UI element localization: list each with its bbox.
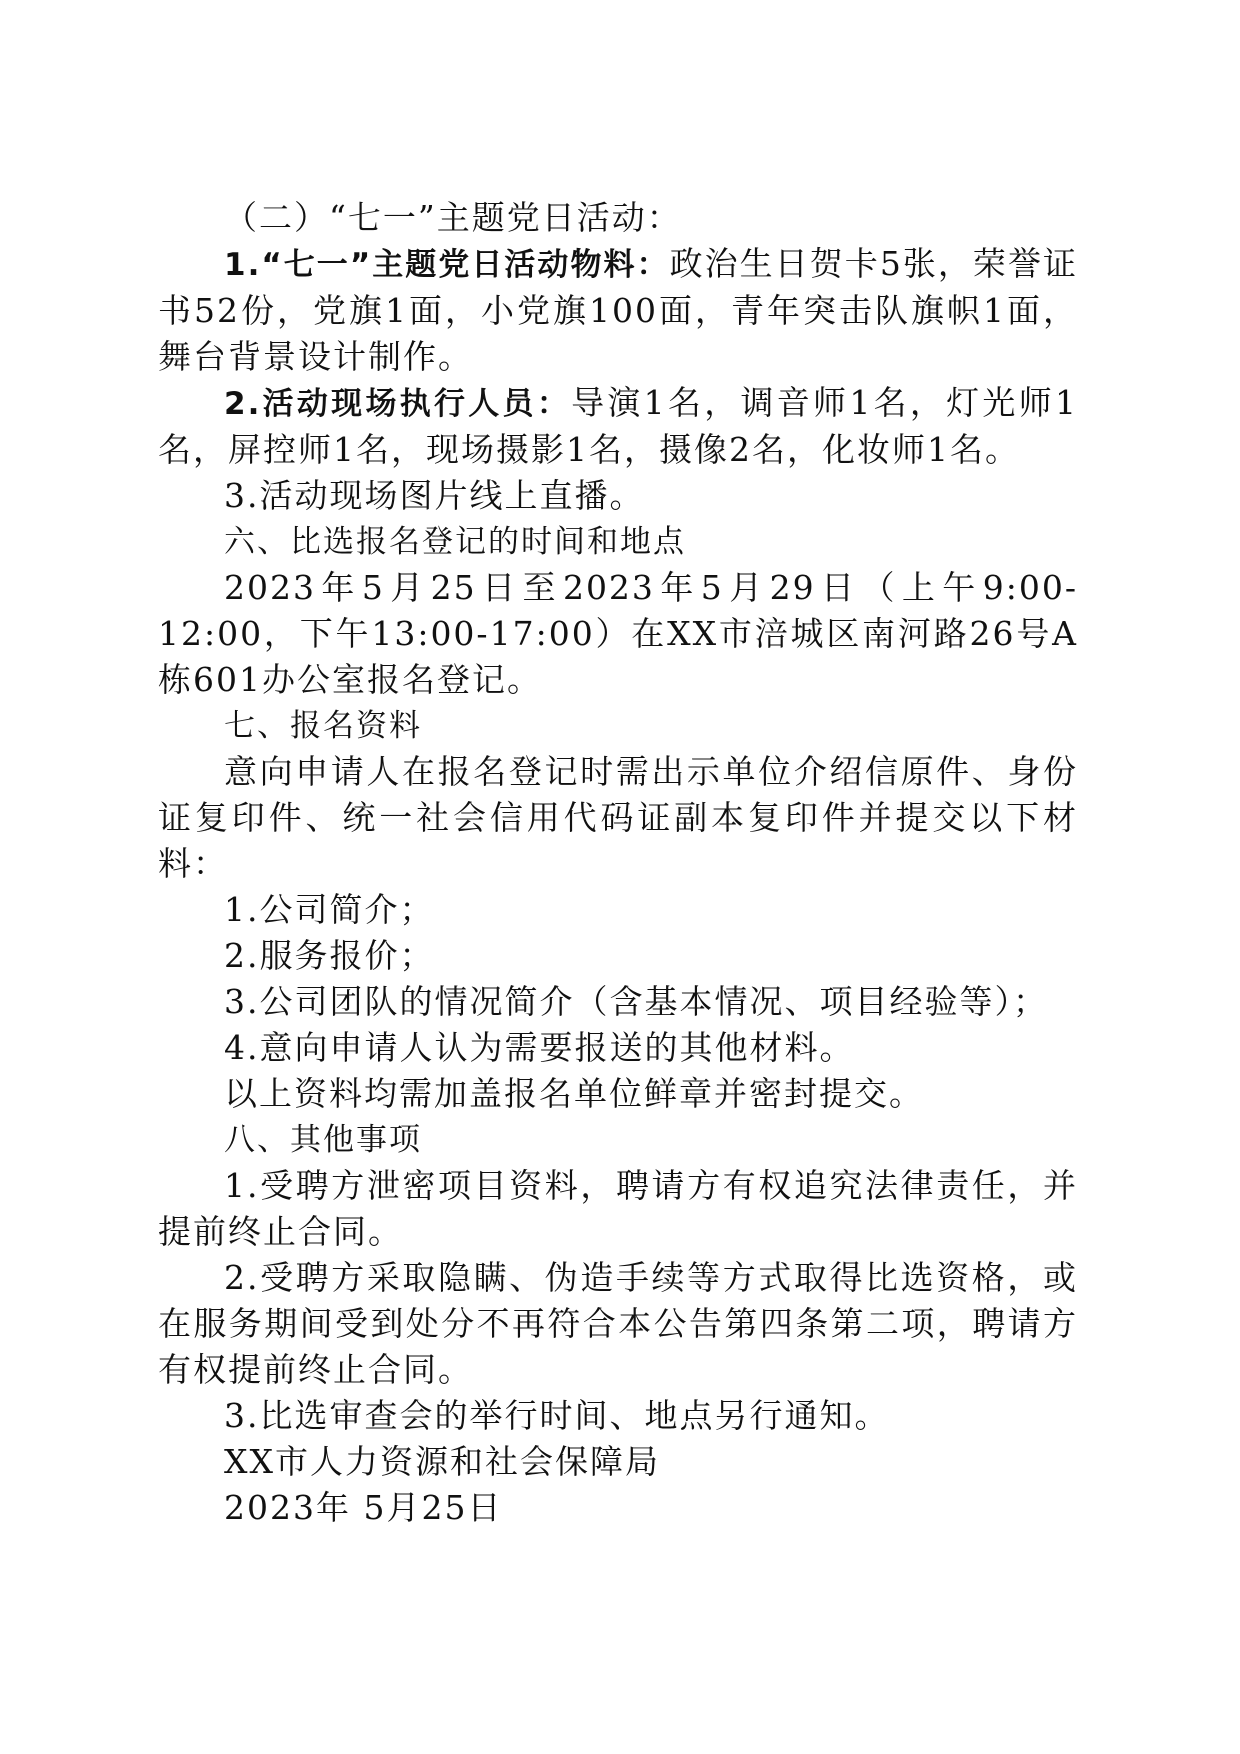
section-7-item: 2.服务报价； xyxy=(224,936,435,975)
paragraph-item-3: 3.活动现场图片线上直播。 xyxy=(224,476,645,515)
item-1-lead: 1.“七一”主题党日活动物料： xyxy=(224,247,670,283)
signature-organization: XX市人力资源和社会保障局 xyxy=(224,1442,660,1481)
document-body xyxy=(158,195,1078,1531)
paragraph-item-1 xyxy=(158,241,1078,380)
item-1-text: 政治生日贺卡5张，荣誉证书52份，党旗1面，小党旗100面，青年突击队旗帜1面，舞台背景设计制作。 xyxy=(158,244,1079,376)
signature-date: 2023年 5月25日 xyxy=(224,1488,503,1527)
section-8-item: 1.受聘方泄密项目资料，聘请方有权追究法律责任，并提前终止合同。 xyxy=(158,1166,1078,1251)
section-7-heading: 七、报名资料 xyxy=(224,708,422,744)
sub-heading-party-day: （二）“七一”主题党日活动： xyxy=(224,198,682,237)
section-7-item: 1.公司简介； xyxy=(224,890,435,929)
section-8-heading: 八、其他事项 xyxy=(224,1122,422,1158)
item-2-lead: 2.活动现场执行人员： xyxy=(224,386,572,422)
section-6-text: 2023年5月25日至2023年5月29日（上午9:00-12:00，下午13:00-17:00）在XX市涪城区南河路26号A栋601办公室报名登记。 xyxy=(158,568,1078,699)
section-6-heading: 六、比选报名登记的时间和地点 xyxy=(224,524,686,560)
section-7-item: 3.公司团队的情况简介（含基本情况、项目经验等）； xyxy=(224,982,1048,1021)
section-8-item: 2.受聘方采取隐瞒、伪造手续等方式取得比选资格，或在服务期间受到处分不再符合本公告第四条第二项，聘请方有权提前终止合同。 xyxy=(158,1258,1078,1389)
section-7-note: 以上资料均需加盖报名单位鲜章并密封提交。 xyxy=(224,1074,924,1113)
item-2-text: 导演1名，调音师1名，灯光师1名，屏控师1名，现场摄影1名，摄像2名，化妆师1名。 xyxy=(158,383,1078,469)
section-7-intro: 意向申请人在报名登记时需出示单位介绍信原件、身份证复印件、统一社会信用代码证副本复印件并提交以下材料： xyxy=(158,752,1078,883)
section-7-item: 4.意向申请人认为需要报送的其他材料。 xyxy=(224,1028,855,1067)
section-8-item: 3.比选审查会的举行时间、地点另行通知。 xyxy=(224,1396,890,1435)
paragraph-item-2 xyxy=(158,380,1078,473)
